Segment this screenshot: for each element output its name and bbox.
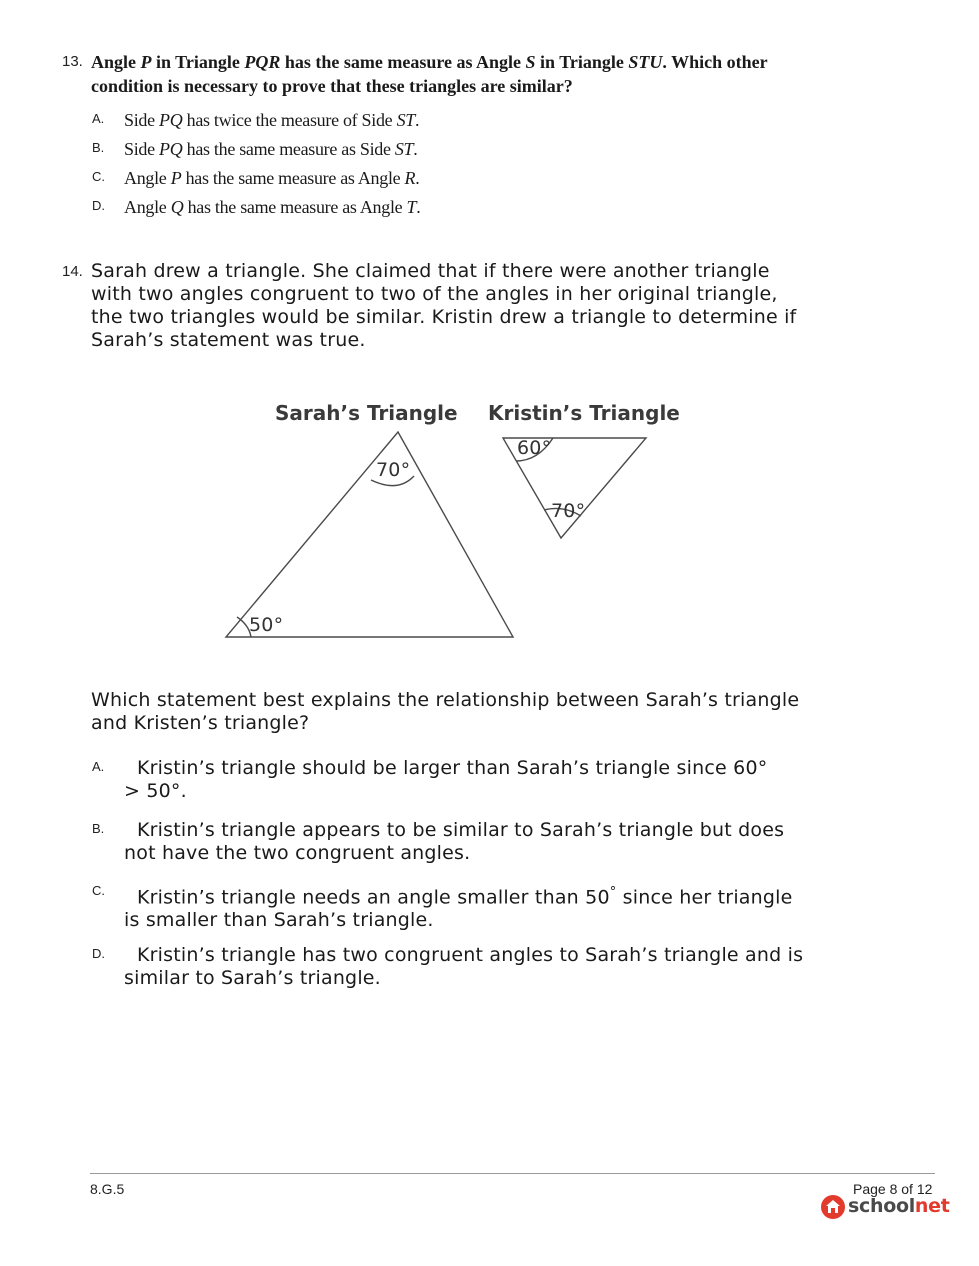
sarah-triangle-title: Sarah’s Triangle xyxy=(275,401,458,425)
footer-standard: 8.G.5 xyxy=(90,1181,125,1197)
question-13-stem: Angle P in Triangle PQR has the same measure as Angle S in Triangle STU. Which other condition is necessary to prove that these triangles are similar? xyxy=(91,52,768,96)
q14-option-b[interactable]: Kristin’s triangle appears to be similar to Sarah’s triangle but does not have the two congruent angles. xyxy=(124,819,785,864)
question-14-prompt: Which statement best explains the relationship between Sarah’s triangle and Kristen’s triangle? xyxy=(91,689,800,734)
q14-option-c-letter[interactable]: C. xyxy=(92,883,105,898)
sarah-left-angle-label: 50° xyxy=(249,614,284,636)
q14-option-a[interactable]: Kristin’s triangle should be larger than Sarah’s triangle since 60° > 50°. xyxy=(124,757,768,802)
q13-option-c-letter[interactable]: C. xyxy=(92,169,105,184)
kristin-bottom-angle-label: 70° xyxy=(551,500,586,522)
q14-option-d-letter[interactable]: D. xyxy=(92,946,105,961)
q14-option-b-letter[interactable]: B. xyxy=(92,821,105,836)
q14-option-a-letter[interactable]: A. xyxy=(92,759,105,774)
footer-divider xyxy=(90,1173,935,1174)
question-14-number: 14. xyxy=(62,263,83,280)
q13-option-d[interactable]: Angle Q has the same measure as Angle T. xyxy=(124,197,421,217)
sarah-top-angle-label: 70° xyxy=(376,459,411,481)
q13-option-a[interactable]: Side PQ has twice the measure of Side ST. xyxy=(124,110,420,130)
q14-option-c[interactable]: Kristin’s triangle needs an angle smaller than 50° since her triangle is smaller than Sarah’s triangle. xyxy=(124,885,793,932)
question-14-stem: Sarah drew a triangle. She claimed that if there were another triangle with two angles congruent to two of the angles in her original triangle, the two triangles would be similar. Kristin drew a triangle to determine if Sarah’s statement was true. xyxy=(91,260,797,351)
schoolnet-logo-icon xyxy=(821,1195,845,1219)
schoolnet-logo-text: schoolnet xyxy=(848,1195,950,1217)
q14-option-d[interactable]: Kristin’s triangle has two congruent angles to Sarah’s triangle and is similar to Sarah’s triangle. xyxy=(124,944,804,989)
kristin-triangle-title: Kristin’s Triangle xyxy=(488,401,680,425)
footer-page-number: Page 8 of 12 xyxy=(853,1181,933,1197)
q13-option-d-letter[interactable]: D. xyxy=(92,198,105,213)
q13-option-a-letter[interactable]: A. xyxy=(92,111,105,126)
q13-option-b-letter[interactable]: B. xyxy=(92,140,105,155)
q13-option-c[interactable]: Angle P has the same measure as Angle R. xyxy=(124,168,420,188)
q13-option-b[interactable]: Side PQ has the same measure as Side ST. xyxy=(124,139,418,159)
kristin-top-angle-label: 60° xyxy=(517,437,552,459)
question-13-number: 13. xyxy=(62,53,83,70)
sarah-triangle xyxy=(226,432,513,637)
